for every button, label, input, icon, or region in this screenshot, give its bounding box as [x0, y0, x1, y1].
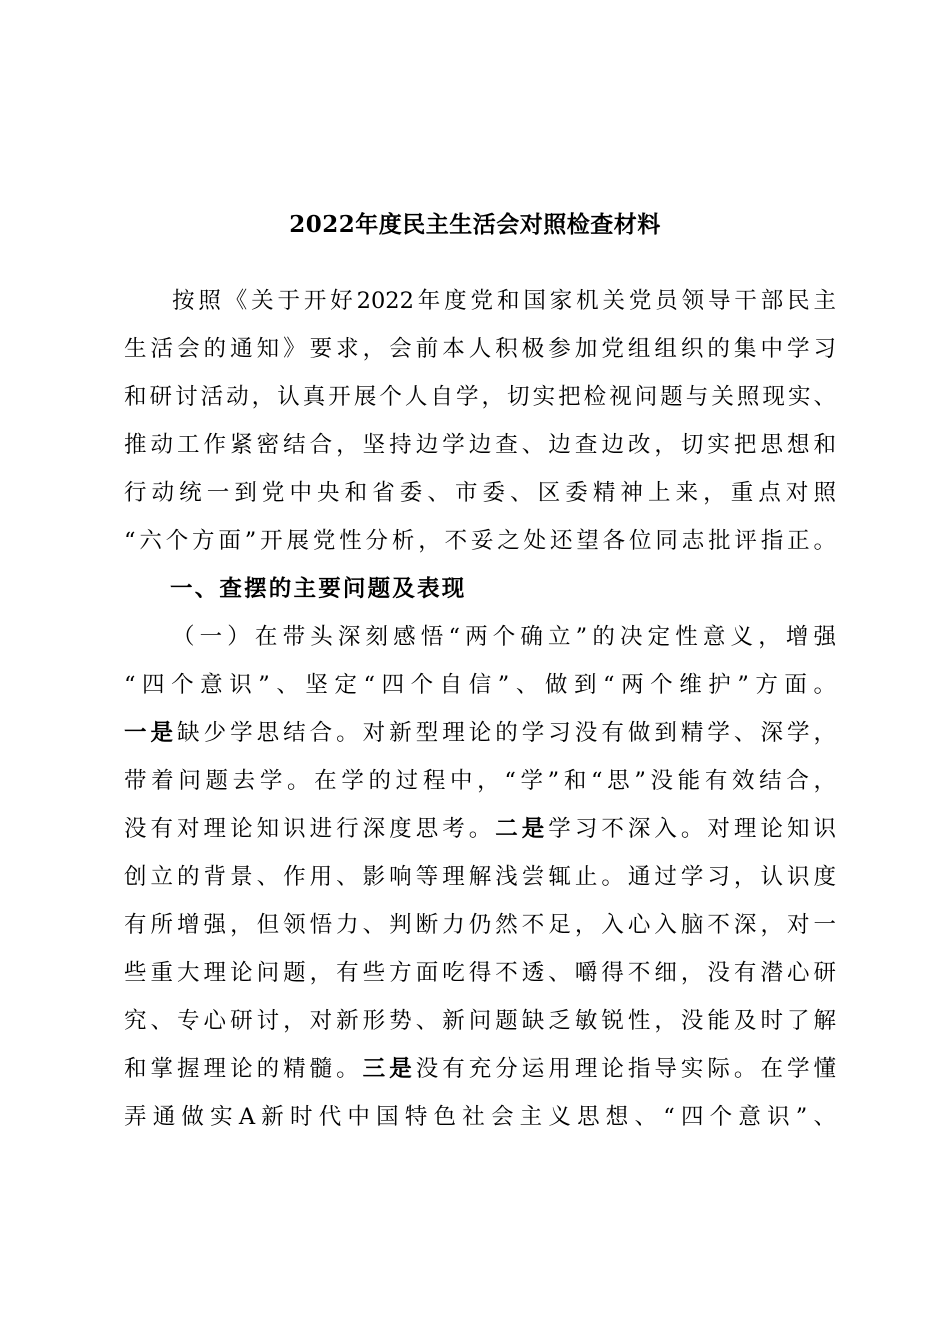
point-text: 缺少学思结合。对新型理论的学习没有做到精学、深学，	[177, 720, 836, 746]
point-text: 没有对理论知识进行深度思考。	[124, 816, 496, 842]
paragraph-line	[124, 718, 836, 748]
paragraph-line: 创立的背景、作用、影响等理解浅尝辄止。通过学习，认识度	[124, 864, 836, 890]
paragraph-line: 些重大理论问题，有些方面吃得不透、嚼得不细，没有潜心研	[124, 960, 836, 986]
point-text: 学习不深入。对理论知识	[548, 816, 836, 842]
point-text: 没有充分运用理论指导实际。在学懂	[415, 1056, 836, 1082]
paragraph-line: 带着问题去学。在学的过程中，“学”和“思”没能有效结合，	[124, 768, 836, 794]
paragraph-line: 行动统一到党中央和省委、市委、区委精神上来，重点对照	[124, 480, 836, 506]
paragraph-line	[124, 1054, 836, 1084]
point-label: 三是	[362, 1056, 416, 1082]
paragraph-line: “六个方面”开展党性分析，不妥之处还望各位同志批评指正。	[124, 528, 836, 554]
point-label: 一是	[124, 720, 178, 746]
point-text: 和掌握理论的精髓。	[124, 1056, 363, 1082]
paragraph-line: 究、专心研讨，对新形势、新问题缺乏敏锐性，没能及时了解	[124, 1008, 836, 1034]
paragraph-line: 生活会的通知》要求，会前本人积极参加党组组织的集中学习	[124, 336, 836, 362]
paragraph-line: 推动工作紧密结合，坚持边学边查、边查边改，切实把思想和	[124, 432, 836, 458]
section-heading: 一、查摆的主要问题及表现	[170, 576, 467, 602]
paragraph-line: 和研讨活动，认真开展个人自学，切实把检视问题与关照现实、	[124, 384, 836, 410]
paragraph-line: 有所增强，但领悟力、判断力仍然不足，入心入脑不深，对一	[124, 912, 836, 938]
subsection-heading: （一）在带头深刻感悟“两个确立”的决定性意义，增强	[172, 624, 836, 650]
paragraph-line: “四个意识”、坚定“四个自信”、做到“两个维护”方面。	[124, 672, 836, 698]
paragraph-line	[124, 814, 836, 844]
paragraph-line: 按照《关于开好2022年度党和国家机关党员领导干部民主	[172, 288, 836, 314]
document-title: 2022年度民主生活会对照检查材料	[289, 211, 661, 238]
point-label: 二是	[495, 816, 549, 842]
paragraph-line: 弄通做实A新时代中国特色社会主义思想、“四个意识”、	[124, 1104, 836, 1130]
